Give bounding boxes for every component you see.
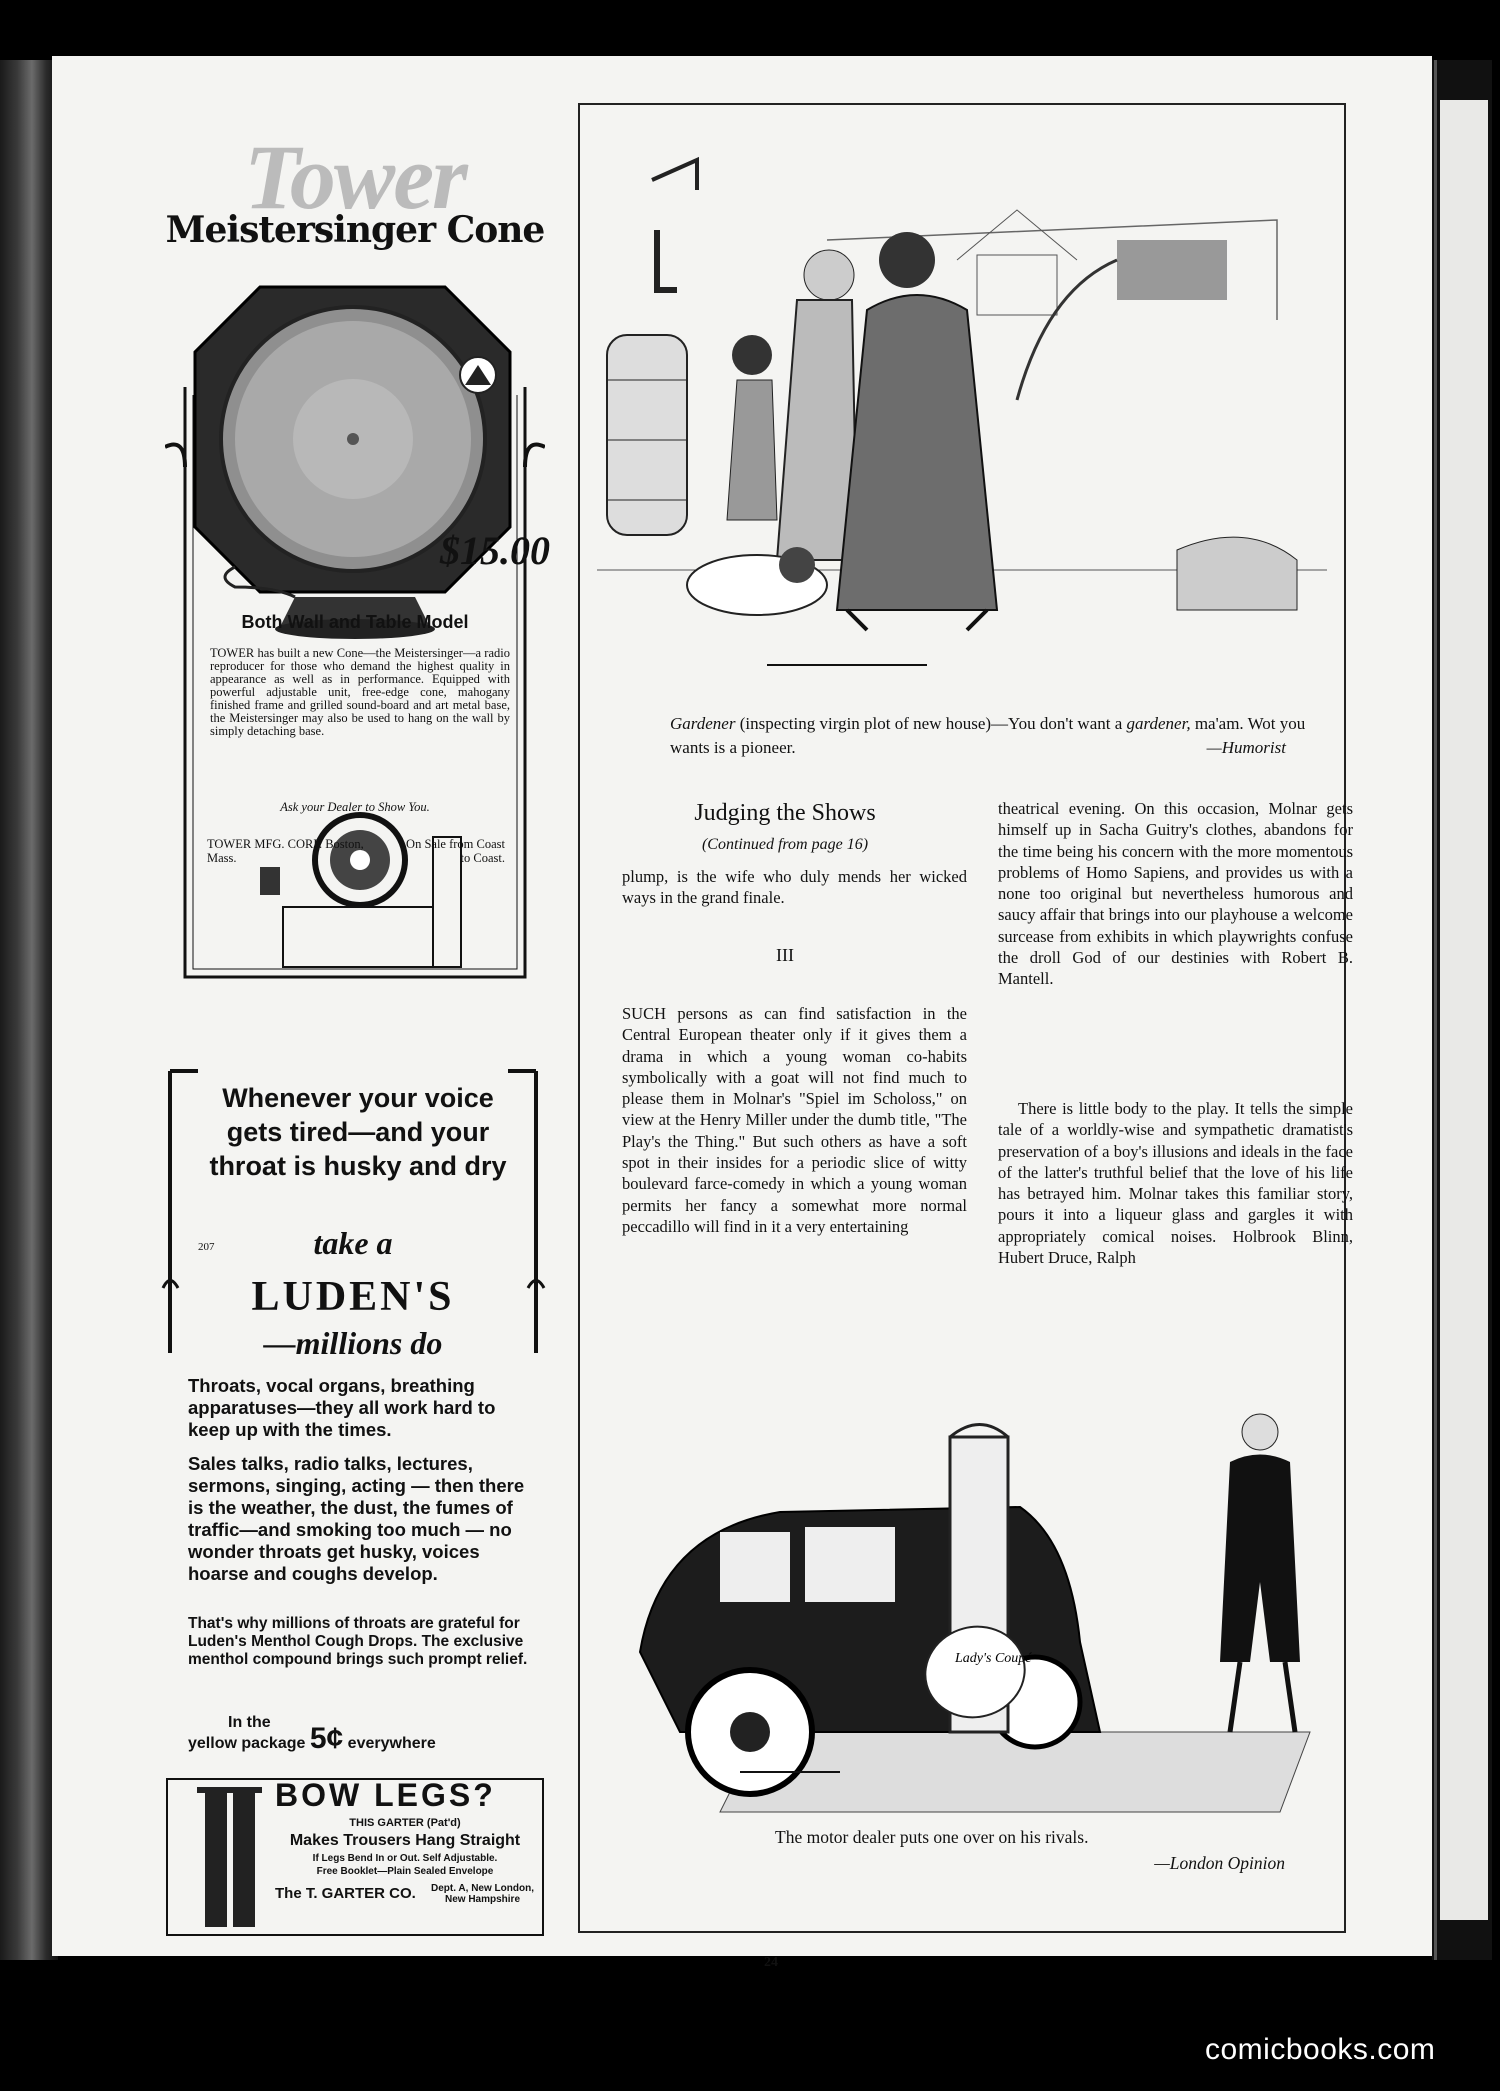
product-name: Meistersinger Cone bbox=[165, 209, 545, 251]
page-number: 24 bbox=[764, 1955, 778, 1970]
article-column-1: SUCH persons as can find satisfaction in the Central European theater only if it gives them a drama in which a young woman co-habits symbolically with a goat will not find much to please them in Molnar's "Spiel im Scholoss," on view at the Henry Miller under the dumb title, "The Play's the Thing." But such others as have a soft spot in their insides for a periodic slice of witty boulevard farce-comedy in which a young woman permits her fancy a somewhat more normal peccadillo will find in it a very entertaining bbox=[622, 1004, 967, 1236]
top-black-bar bbox=[0, 0, 1500, 48]
package-line-3: everywhere bbox=[347, 1735, 436, 1752]
package-line-2: yellow package bbox=[188, 1735, 306, 1752]
tower-price: $15.00 bbox=[440, 528, 550, 573]
ludens-brand: LUDEN'S bbox=[251, 1274, 455, 1320]
sale-note: On Sale from Coast to Coast. bbox=[406, 837, 505, 865]
article-continued: (Continued from page 16) bbox=[701, 836, 869, 853]
manufacturer-address: TOWER MFG. CORP. Boston, Mass. bbox=[207, 837, 364, 865]
ludens-paragraph-1: Throats, vocal organs, breathing apparatuses—they all work hard to keep up with the times. bbox=[188, 1375, 496, 1440]
gardener-cartoon bbox=[597, 140, 1327, 700]
book-binding bbox=[0, 60, 58, 1960]
caption-source: —Humorist bbox=[1206, 738, 1286, 757]
bow-address: Dept. A, New London, New Hampshire bbox=[431, 1883, 534, 1905]
bow-line-2: Makes Trousers Hang Straight bbox=[289, 1832, 521, 1849]
cartoon-1-caption bbox=[670, 712, 1310, 760]
article-lead: plump, is the wife who duly mends her wicked ways in the grand finale. bbox=[622, 867, 967, 908]
tower-logo: Tower bbox=[244, 126, 466, 228]
package-price: 5¢ bbox=[309, 1722, 344, 1755]
bow-line-1: THIS GARTER (Pat'd) bbox=[349, 1817, 461, 1829]
cartoon-2-caption-text: The motor dealer puts one over on his rivals. bbox=[775, 1827, 1089, 1847]
ludens-advertisement bbox=[158, 1063, 548, 1755]
cartoon-2-source: —London Opinion bbox=[1154, 1853, 1285, 1873]
package-line-1: In the bbox=[228, 1714, 271, 1731]
section-number: III bbox=[776, 945, 794, 965]
take-a: take a bbox=[313, 1225, 393, 1261]
tower-frame-drawing bbox=[165, 277, 545, 997]
article-column-2a: theatrical evening. On this occasion, Molnar gets himself up in Sacha Guitry's clothes, abandons for the time being his concern with the more momentous problems of Homo Sapiens, and provides us with a none too original but nevertheless humorous and saucy affair that brings into our playhouse a welcome surcease from exhibits in which playwrights confuse the droll God of our destinies with Robert B. Mantell. bbox=[998, 799, 1353, 989]
bow-legs-advertisement bbox=[165, 1777, 545, 1937]
caption-text-2: ma'am. Wot you wants is a pioneer. bbox=[670, 714, 1306, 757]
dealer-line: Ask your Dealer to Show You. bbox=[280, 800, 430, 814]
motor-dealer-cartoon bbox=[620, 1402, 1320, 1822]
door-sign: Lady's Coupé bbox=[955, 1651, 1032, 1666]
bow-line-3: If Legs Bend In or Out. Self Adjustable. bbox=[312, 1853, 498, 1864]
ludens-paragraph-2: Sales talks, radio talks, lectures, sermons, singing, acting — then there is the weather, the dust, the fumes of traffic—and smoking too much — no wonder throats get husky, voices hoarse and coughs develop. bbox=[188, 1453, 525, 1584]
bow-legs-title: BOW LEGS? bbox=[275, 1777, 496, 1813]
caption-text-1: (inspecting virgin plot of new house)—You don't want a bbox=[739, 714, 1123, 733]
package-line bbox=[188, 1714, 548, 1755]
ludens-headline: Whenever your voice gets tired—and your throat is husky and dry bbox=[209, 1083, 507, 1181]
caption-italic: gardener, bbox=[1126, 714, 1191, 733]
bow-line-4: Free Booklet—Plain Sealed Envelope bbox=[316, 1866, 494, 1877]
ludens-paragraph-3: That's why millions of throats are grateful for Luden's Menthol Cough Drops. The exclusive menthol compound brings such prompt relief. bbox=[188, 1615, 528, 1668]
cartoon-2-caption bbox=[775, 1824, 1305, 1876]
next-page-edge bbox=[1432, 60, 1492, 1960]
article-column-2b: There is little body to the play. It tells the simple tale of a worldly-wise and sympathetic dramatist's preservation of a boy's illusions and ideals in the face of the latter's truthful belief that the love of his life has betrayed him. Molnar takes this familiar story, pours it into a liqueur glass and gargles it with appropriately comical noises. Holbrook Blinn, Hubert Druce, Ralph bbox=[998, 1099, 1353, 1268]
ad-number: 207 bbox=[198, 1241, 215, 1253]
tower-advertisement bbox=[165, 117, 550, 1007]
article-title: Judging the Shows bbox=[694, 800, 876, 826]
millions-do: —millions do bbox=[263, 1325, 443, 1361]
model-heading: Both Wall and Table Model bbox=[241, 612, 469, 632]
tower-body-text: TOWER has built a new Cone—the Meistersinger—a radio reproducer for those who demand the highest quality in appearance as well as in performance. Equipped with powerful adjustable unit, free-edge cone, mahogany finished frame and grilled sound-board and art metal base, the Meistersinger may also be used to hang on the wall by simply detaching base. bbox=[210, 646, 510, 738]
caption-speaker: Gardener bbox=[670, 714, 736, 733]
bow-company: The T. GARTER CO. bbox=[275, 1885, 416, 1902]
watermark: comicbooks.com bbox=[1205, 2033, 1436, 2066]
